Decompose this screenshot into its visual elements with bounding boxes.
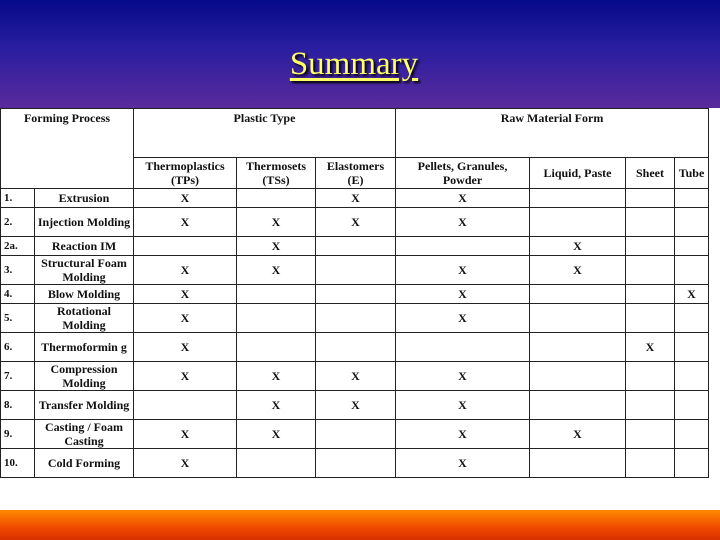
table-cell xyxy=(237,189,316,208)
table-cell: X xyxy=(237,237,316,256)
table-cell xyxy=(675,362,709,391)
row-number: 4. xyxy=(1,285,35,304)
table-cell xyxy=(626,285,675,304)
process-name: Compression Molding xyxy=(35,362,134,391)
table-row xyxy=(1,237,709,256)
table-cell xyxy=(626,449,675,478)
table-cell: X xyxy=(396,256,530,285)
table-cell xyxy=(626,237,675,256)
table-cell xyxy=(530,285,626,304)
table-cell: X xyxy=(134,304,237,333)
table-cell: X xyxy=(316,391,396,420)
table-cell xyxy=(675,189,709,208)
table-cell: X xyxy=(626,333,675,362)
process-name: Casting / Foam Casting xyxy=(35,420,134,449)
table-cell xyxy=(626,420,675,449)
row-number: 2. xyxy=(1,208,35,237)
table-cell xyxy=(626,391,675,420)
table-cell: X xyxy=(237,208,316,237)
table-body xyxy=(1,189,709,478)
forming-process-header: Forming Process xyxy=(1,109,134,189)
table-cell xyxy=(675,391,709,420)
row-number: 2a. xyxy=(1,237,35,256)
table-cell xyxy=(530,362,626,391)
row-number: 9. xyxy=(1,420,35,449)
table-cell xyxy=(316,256,396,285)
table-cell: X xyxy=(396,304,530,333)
row-number: 7. xyxy=(1,362,35,391)
table-cell xyxy=(237,449,316,478)
table-cell: X xyxy=(396,208,530,237)
process-name: Extrusion xyxy=(35,189,134,208)
table-cell: X xyxy=(316,208,396,237)
table-cell xyxy=(675,304,709,333)
table-cell xyxy=(626,362,675,391)
table-cell xyxy=(530,333,626,362)
process-name: Injection Molding xyxy=(35,208,134,237)
table-cell: X xyxy=(134,189,237,208)
table-cell xyxy=(626,189,675,208)
process-name: Thermoformin g xyxy=(35,333,134,362)
table-cell xyxy=(675,420,709,449)
table-row xyxy=(1,285,709,304)
table-cell xyxy=(237,333,316,362)
table-cell: X xyxy=(396,391,530,420)
table-cell xyxy=(396,237,530,256)
table-cell xyxy=(530,208,626,237)
table-cell xyxy=(530,304,626,333)
column-header: Liquid, Paste xyxy=(530,158,626,189)
raw-material-form-header: Raw Material Form xyxy=(396,109,709,158)
table-row xyxy=(1,189,709,208)
table-cell xyxy=(675,256,709,285)
table-cell: X xyxy=(316,362,396,391)
table-row xyxy=(1,333,709,362)
table-cell: X xyxy=(134,285,237,304)
table-cell xyxy=(675,208,709,237)
table-cell xyxy=(530,189,626,208)
summary-table-container xyxy=(0,108,720,494)
row-number: 3. xyxy=(1,256,35,285)
process-name: Blow Molding xyxy=(35,285,134,304)
table-cell: X xyxy=(237,362,316,391)
column-header: Thermoplastics (TPs) xyxy=(134,158,237,189)
summary-table xyxy=(0,108,709,478)
table-cell: X xyxy=(134,449,237,478)
process-name: Reaction IM xyxy=(35,237,134,256)
table-row xyxy=(1,391,709,420)
table-row xyxy=(1,449,709,478)
row-number: 10. xyxy=(1,449,35,478)
column-header: Pellets, Granules, Powder xyxy=(396,158,530,189)
table-cell xyxy=(626,208,675,237)
table-row xyxy=(1,420,709,449)
slide-footer-band xyxy=(0,510,720,540)
table-cell: X xyxy=(237,420,316,449)
row-number: 5. xyxy=(1,304,35,333)
table-cell xyxy=(237,285,316,304)
slide-title: Summary xyxy=(289,46,419,82)
table-row xyxy=(1,208,709,237)
column-header: Thermosets (TSs) xyxy=(237,158,316,189)
column-header: Sheet xyxy=(626,158,675,189)
table-cell: X xyxy=(134,256,237,285)
table-cell: X xyxy=(530,237,626,256)
table-cell xyxy=(237,304,316,333)
table-cell xyxy=(675,237,709,256)
table-cell xyxy=(396,333,530,362)
table-cell: X xyxy=(237,391,316,420)
table-cell: X xyxy=(396,449,530,478)
column-header: Elastomers (E) xyxy=(316,158,396,189)
table-cell: X xyxy=(675,285,709,304)
table-cell xyxy=(675,449,709,478)
table-cell xyxy=(316,285,396,304)
row-number: 8. xyxy=(1,391,35,420)
table-row xyxy=(1,304,709,333)
process-name: Rotational Molding xyxy=(35,304,134,333)
table-cell xyxy=(626,256,675,285)
table-cell: X xyxy=(396,285,530,304)
table-cell xyxy=(316,420,396,449)
table-cell: X xyxy=(530,256,626,285)
table-cell xyxy=(316,304,396,333)
row-number: 6. xyxy=(1,333,35,362)
table-cell: X xyxy=(134,362,237,391)
table-cell xyxy=(316,449,396,478)
row-number: 1. xyxy=(1,189,35,208)
table-cell: X xyxy=(134,208,237,237)
table-row xyxy=(1,256,709,285)
process-name: Structural Foam Molding xyxy=(35,256,134,285)
table-row xyxy=(1,362,709,391)
plastic-type-header: Plastic Type xyxy=(134,109,396,158)
table-cell: X xyxy=(396,420,530,449)
table-cell xyxy=(626,304,675,333)
table-cell: X xyxy=(530,420,626,449)
process-name: Cold Forming xyxy=(35,449,134,478)
table-cell xyxy=(530,449,626,478)
table-cell: X xyxy=(134,333,237,362)
table-cell xyxy=(134,237,237,256)
table-cell xyxy=(675,333,709,362)
table-cell: X xyxy=(396,189,530,208)
table-cell xyxy=(316,237,396,256)
table-cell: X xyxy=(316,189,396,208)
table-cell xyxy=(316,333,396,362)
table-cell: X xyxy=(396,362,530,391)
process-name: Transfer Molding xyxy=(35,391,134,420)
table-cell xyxy=(530,391,626,420)
column-header: Tube xyxy=(675,158,709,189)
table-cell xyxy=(134,391,237,420)
table-cell: X xyxy=(237,256,316,285)
table-cell: X xyxy=(134,420,237,449)
